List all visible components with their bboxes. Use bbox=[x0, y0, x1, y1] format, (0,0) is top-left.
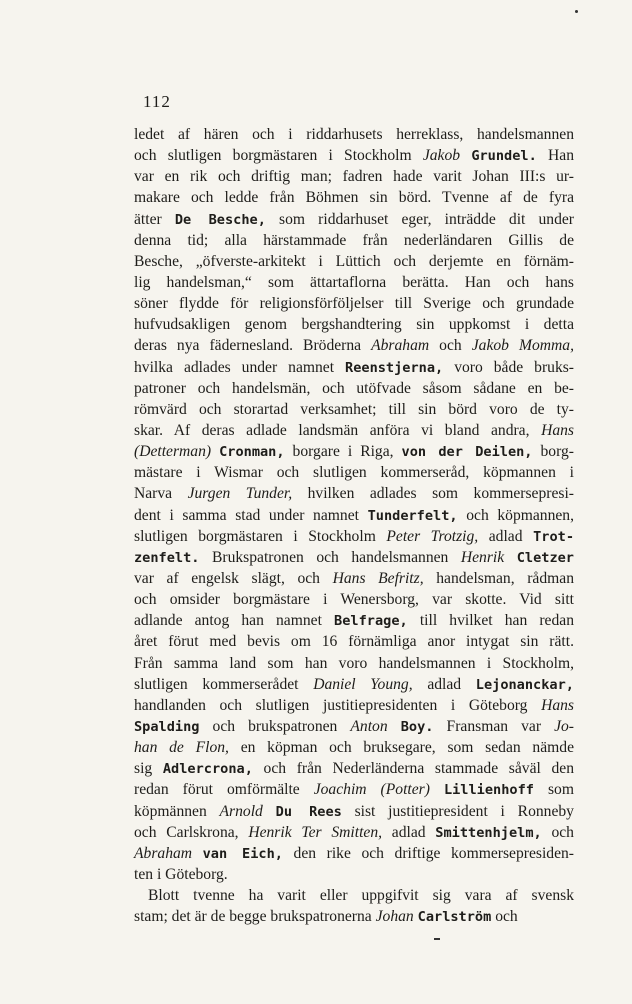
text-run: ledet af hären och i riddarhusets herreklass, handelsmannen bbox=[134, 126, 574, 143]
italic-name: Joachim (Potter) bbox=[313, 781, 430, 799]
text-run: dent i samma stad under namnet bbox=[134, 506, 368, 524]
text-run: mästare i Wismar och slutligen kommerseråd, köpmannen i bbox=[134, 464, 574, 482]
italic-name: Henrik Ter Smitten, bbox=[248, 823, 383, 841]
text-line bbox=[134, 737, 574, 758]
text-line bbox=[134, 251, 574, 272]
surname: Belfrage, bbox=[334, 613, 408, 630]
text-run: och bbox=[491, 908, 518, 926]
text-line bbox=[134, 145, 574, 166]
text-line bbox=[134, 335, 574, 356]
italic-name: Daniel Young, bbox=[313, 675, 413, 693]
text-line bbox=[134, 843, 574, 864]
surname: Grundel. bbox=[471, 148, 537, 165]
text-line bbox=[134, 716, 574, 737]
italic-name: Hans Befritz, bbox=[332, 569, 424, 587]
text-run: slutligen kommerserådet bbox=[134, 675, 314, 693]
text-line bbox=[134, 674, 574, 695]
text-line bbox=[134, 314, 574, 335]
text-run: sig bbox=[134, 760, 163, 778]
text-run: Från samma land som han voro handelsmannen i Stockholm, bbox=[134, 654, 574, 672]
surname: Adlercrona, bbox=[162, 761, 253, 778]
text-run: slutligen borgmästaren i Stockholm bbox=[134, 527, 387, 545]
text-line bbox=[134, 420, 574, 441]
text-run: söner flydde för religionsförföljelser till Sverige och grundade bbox=[134, 295, 574, 313]
text-run: och köpmannen, bbox=[457, 506, 575, 524]
text-line bbox=[134, 653, 574, 674]
italic-name: Abraham bbox=[371, 337, 430, 355]
text-run: och slutligen borgmästaren i Stockholm bbox=[134, 147, 423, 165]
text-line bbox=[134, 906, 574, 927]
surname: Cletzer bbox=[516, 549, 574, 566]
text-run: adlad bbox=[478, 527, 534, 545]
surname: Cronman, bbox=[219, 444, 285, 461]
text-run bbox=[504, 549, 517, 566]
text-line bbox=[134, 801, 574, 822]
speck-mark bbox=[434, 938, 440, 940]
text-run: ten i Göteborg. bbox=[134, 865, 228, 883]
text-run: var af engelsk slägt, och bbox=[134, 569, 333, 587]
text-run: ätter bbox=[134, 210, 175, 228]
text-line bbox=[134, 462, 574, 483]
text-run: och Carlskrona, bbox=[134, 823, 249, 841]
text-run: den rike och driftige kommersepresiden- bbox=[282, 844, 574, 862]
text-run bbox=[263, 803, 276, 820]
italic-name: (Detterman) bbox=[134, 443, 212, 461]
text-run bbox=[388, 718, 401, 735]
text-line bbox=[134, 272, 574, 293]
italic-name: Henrik bbox=[460, 548, 505, 566]
text-run: handelsman, rådman bbox=[423, 569, 574, 587]
italic-name: Peter Trotzig, bbox=[386, 527, 479, 545]
text-run: till hvilket han redan bbox=[407, 612, 574, 630]
text-run: Brukspatronen och handelsmannen bbox=[199, 548, 461, 566]
text-run: adlande antog han namnet bbox=[134, 612, 335, 630]
surname: Spalding bbox=[134, 718, 200, 735]
text-run: Fransman var bbox=[433, 717, 555, 735]
text-run: Narva bbox=[134, 485, 188, 503]
text-line bbox=[134, 864, 574, 885]
text-line bbox=[134, 589, 574, 610]
text-line bbox=[134, 822, 574, 843]
text-line bbox=[134, 779, 574, 800]
text-line bbox=[134, 357, 574, 378]
speck-mark bbox=[575, 10, 578, 13]
surname: Carlström bbox=[417, 909, 492, 926]
text-run: hvilka adlades under namnet bbox=[134, 358, 346, 376]
text-line bbox=[134, 378, 574, 399]
surname: Trot- bbox=[533, 528, 574, 545]
text-line bbox=[134, 483, 574, 504]
text-line bbox=[134, 695, 574, 716]
italic-name: han de Flon, bbox=[134, 739, 229, 757]
italic-name: Arnold bbox=[219, 802, 263, 820]
text-line bbox=[134, 399, 574, 420]
text-run: borg- bbox=[532, 443, 574, 461]
text-run bbox=[430, 781, 444, 798]
surname: Smittenhjelm, bbox=[435, 824, 542, 841]
text-line bbox=[134, 293, 574, 314]
text-line bbox=[134, 230, 574, 251]
surname: Boy. bbox=[400, 718, 434, 735]
text-run: hvilken adlades som kommersepresi- bbox=[292, 485, 574, 503]
text-line bbox=[134, 166, 574, 187]
text-line bbox=[134, 885, 574, 906]
text-line bbox=[134, 441, 574, 462]
text-line bbox=[134, 209, 574, 230]
text-run: denna tid; alla härstammade från nederländaren Gillis de bbox=[134, 231, 574, 249]
text-run: och från Nederländerna stammade såväl den bbox=[252, 760, 574, 778]
text-run: sist justitiepresident i Ronneby bbox=[341, 802, 574, 820]
text-run: borgare i Riga, bbox=[284, 443, 402, 461]
text-run: Han bbox=[536, 147, 574, 165]
text-run: året förut med bevis om 16 förnämliga anor intygat sin rätt. bbox=[134, 633, 574, 651]
text-run: var en rik och driftig man; fadren hade varit Johan III:s ur- bbox=[134, 168, 574, 186]
text-run: makare och ledde från Böhmen sin börd. Tvenne af de fyra bbox=[134, 189, 574, 207]
text-run: hufvudsakligen genom bergshandtering sin uppkomst i detta bbox=[134, 316, 574, 334]
text-line bbox=[134, 547, 574, 568]
text-line bbox=[134, 187, 574, 208]
text-run: Blott tvenne ha varit eller uppgifvit sig vara af svensk bbox=[148, 887, 574, 905]
text-run: voro både bruks- bbox=[443, 358, 575, 376]
italic-name: Anton bbox=[350, 717, 388, 735]
text-run: och bbox=[429, 337, 472, 355]
surname: van Eich, bbox=[202, 845, 283, 862]
text-run: Besche, „öfverste-arkitekt i Lüttich och derjemte en förnäm- bbox=[134, 252, 574, 270]
text-run: stam; det är de begge brukspatronerna bbox=[134, 908, 376, 926]
text-run: römvärd och storartad verksamhet; till sin börd voro de ty- bbox=[134, 400, 574, 418]
text-run bbox=[460, 147, 471, 164]
body-text bbox=[134, 124, 574, 927]
surname: Reenstjerna, bbox=[345, 359, 444, 376]
surname: zenfelt. bbox=[134, 549, 200, 566]
italic-name: Jakob bbox=[422, 147, 461, 165]
surname: Lejonanckar, bbox=[475, 676, 574, 693]
text-run: skar. Af deras adlade landsmän anföra vi bland andra, bbox=[134, 421, 542, 439]
text-run: patroner och handelsmän, och utöfvade såsom sådane en be- bbox=[134, 379, 574, 397]
text-run: adlad bbox=[412, 675, 476, 693]
italic-name: Jurgen Tunder, bbox=[187, 485, 293, 503]
text-run: handlanden och slutligen justitiepresidenten i Göteborg bbox=[134, 696, 542, 714]
italic-name: Jakob Momma, bbox=[471, 337, 574, 355]
text-line bbox=[134, 124, 574, 145]
text-run: deras nya fädernesland. Bröderna bbox=[134, 337, 372, 355]
text-run: redan förut omförmälte bbox=[134, 781, 314, 799]
surname: Tunderfelt, bbox=[367, 507, 458, 524]
text-run: köpmännen bbox=[134, 802, 220, 820]
text-run: en köpman och bruksegare, som sedan nämde bbox=[228, 739, 574, 757]
text-run: lig handelsman,“ som ättartaflorna berätta. Han och hans bbox=[134, 273, 574, 291]
text-line bbox=[134, 526, 574, 547]
text-run bbox=[211, 443, 219, 460]
italic-name: Jo- bbox=[554, 717, 575, 735]
surname: von der Deilen, bbox=[401, 444, 533, 461]
text-run bbox=[192, 845, 203, 862]
italic-name: Johan bbox=[375, 908, 414, 926]
text-line bbox=[134, 568, 574, 589]
text-run: och omsider borgmästare i Wenersborg, var skotte. Vid sitt bbox=[134, 591, 574, 609]
text-run: och bbox=[541, 823, 574, 841]
italic-name: Hans bbox=[541, 421, 574, 439]
text-line bbox=[134, 505, 574, 526]
italic-name: Abraham bbox=[134, 844, 193, 862]
surname: Lillienhoff bbox=[443, 782, 534, 799]
text-line bbox=[134, 610, 574, 631]
surname: Du Rees bbox=[275, 803, 342, 820]
text-run: som riddarhuset eger, inträdde dit under bbox=[265, 210, 575, 228]
text-run: adlad bbox=[382, 823, 436, 841]
page-number: 112 bbox=[143, 92, 171, 111]
text-run: och brukspatronen bbox=[199, 717, 351, 735]
text-line bbox=[134, 631, 574, 652]
italic-name: Hans bbox=[541, 696, 574, 714]
surname: De Besche, bbox=[174, 211, 266, 228]
text-run: som bbox=[533, 781, 574, 799]
text-line bbox=[134, 758, 574, 779]
